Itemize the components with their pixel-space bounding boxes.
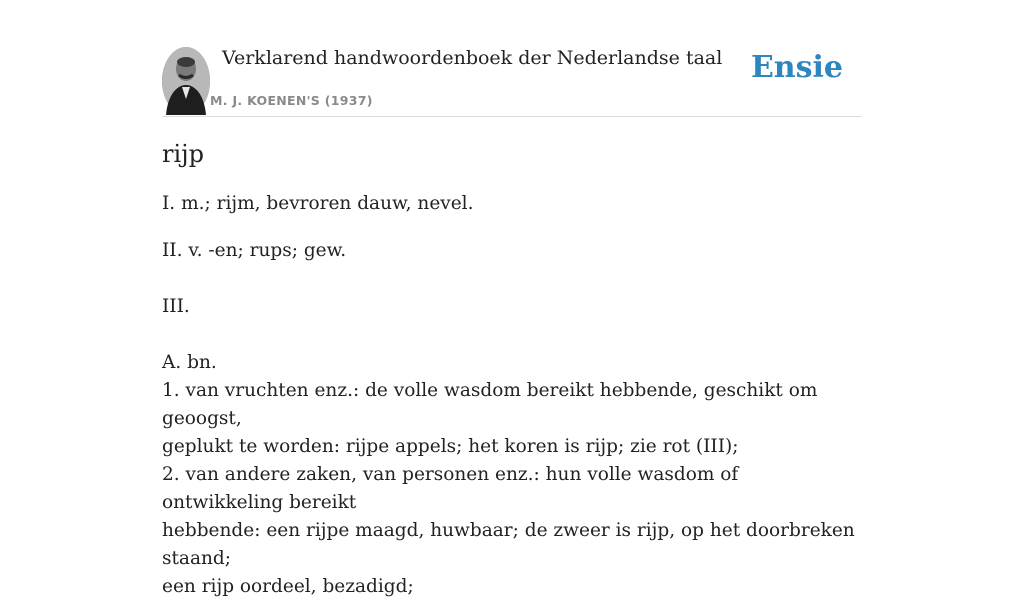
author-portrait-icon [162, 47, 210, 115]
sense-iii-a: A. bn. [162, 352, 217, 373]
ensie-logo-link[interactable]: Ensie [750, 50, 843, 85]
entry-headword: rijp [162, 140, 204, 168]
sense-iii: III. [162, 296, 190, 317]
sense-iii-a-2-line-2: hebbende: een rijpe maagd, huwbaar; de zweer is rijp, op het doorbreken staand; [162, 520, 855, 569]
book-author: M. J. KOENEN'S (1937) [210, 93, 373, 108]
sense-iii-a-1-line-2: geplukt te worden: rijpe appels; het koren is rijp; zie rot (III); [162, 436, 739, 457]
sense-iii-a-2-line-1: 2. van andere zaken, van personen enz.: hun volle wasdom of ontwikkeling bereikt [162, 464, 739, 513]
sense-iii-a-1-line-1: 1. van vruchten enz.: de volle wasdom bereikt hebbende, geschikt om geoogst, [162, 380, 818, 429]
dictionary-header [162, 46, 862, 117]
author-portrait-illustration [162, 47, 210, 115]
book-title: Verklarend handwoordenboek der Nederlandse taal [222, 47, 723, 69]
dictionary-entry [162, 138, 862, 601]
sense-iii-a-2-line-3: een rijp oordeel, bezadigd; [162, 576, 414, 597]
sense-i: I. m.; rijm, bevroren dauw, nevel. [162, 193, 474, 214]
sense-ii: II. v. -en; rups; gew. [162, 240, 347, 261]
